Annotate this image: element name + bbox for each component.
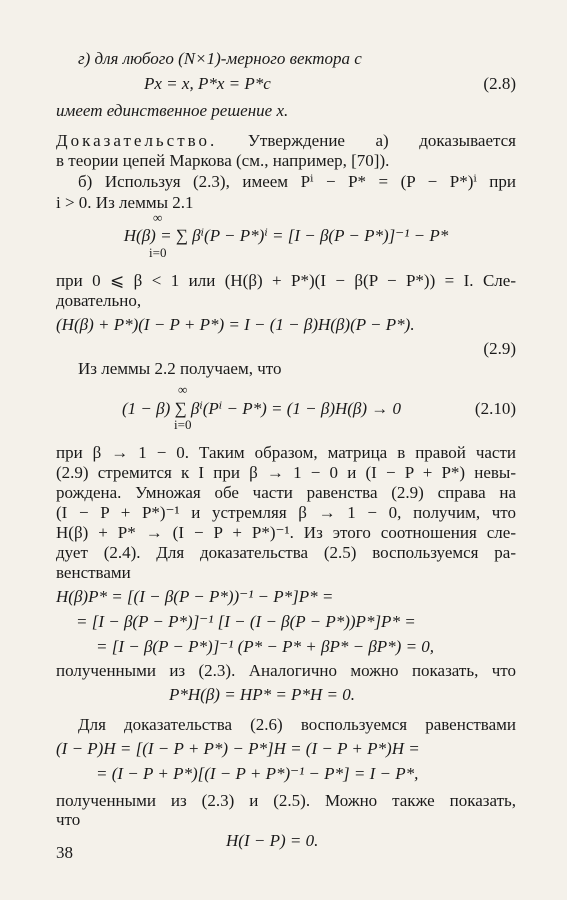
equation-number-2-9: (2.9) — [483, 339, 516, 358]
proof-line-1-rest: Утверждение а) доказывается — [217, 131, 516, 150]
text-line-30: что — [56, 810, 81, 829]
proof-line-3: б) Используя (2.3), имеем Pⁱ − P* = (P − P*)ⁱ при — [78, 172, 516, 191]
equation-2-8-body: Px = x, P*x = P*c — [144, 74, 271, 93]
equation-commutation: P*H(β) = HP* = P*H = 0. — [169, 685, 355, 704]
equation-block-2-line-2: = (I − P + P*)[(I − P + P*)⁻¹ − P*] = I − P*, — [96, 764, 419, 783]
text-line-12: Из леммы 2.2 получаем, что — [78, 359, 282, 378]
text-line-26: Для доказательства (2.6) воспользуемся равенствами — [78, 715, 516, 734]
page-number: 38 — [56, 843, 73, 862]
sum2-lower-limit: i=0 — [174, 417, 192, 432]
sum1-lower-limit: i=0 — [149, 245, 167, 260]
proof-line-1 — [56, 130, 516, 151]
proof-line-4: i > 0. Из леммы 2.1 — [56, 193, 194, 212]
text-line-9: при 0 ⩽ β < 1 или (H(β) + P*)(I − β(P − P*)) = I. Сле- — [56, 271, 516, 290]
text-line-24: полученными из (2.3). Аналогично можно показать, что — [56, 661, 516, 680]
equation-block-1-line-1: H(β)P* = [(I − β(P − P*))⁻¹ − P*]P* = — [56, 587, 334, 606]
equation-block-1-line-2: = [I − β(P − P*)]⁻¹ [I − (I − β(P − P*))P*]P* = — [76, 612, 416, 631]
text-line-20: венствами — [56, 563, 131, 582]
text-line-15: (2.9) стремится к I при β → 1 − 0 и (I − P + P*) невы- — [56, 463, 516, 482]
equation-block-1-line-3: = [I − β(P − P*)]⁻¹ (P* − P* + βP* − βP*) = 0, — [96, 637, 435, 656]
sum1-upper-limit: ∞ — [153, 210, 163, 225]
equation-final: H(I − P) = 0. — [226, 831, 319, 850]
equation-block-2-line-1: (I − P)H = [(I − P + P*) − P*]H = (I − P + P*)H = — [56, 739, 420, 758]
text-line-16: рождена. Умножая обе части равенства (2.9) справа на — [56, 483, 516, 502]
equation-number-2-10: (2.10) — [474, 399, 516, 418]
text-line-17: (I − P + P*)⁻¹ и устремляя β → 1 − 0, получим, что — [56, 503, 516, 522]
proof-line-2: в теории цепей Маркова (см., например, [70]). — [56, 151, 390, 170]
text-line-19: дует (2.4). Для доказательства (2.5) воспользуемся ра- — [56, 543, 516, 562]
equation-H-series: H(β) = ∑ βⁱ(P − P*)ⁱ = [I − β(P − P*)]⁻¹ − P* — [123, 226, 449, 245]
text-line-10: довательно, — [56, 291, 142, 310]
unique-solution-text: имеет единственное решение x. — [56, 101, 289, 120]
text-line-18: H(β) + P* → (I − P + P*)⁻¹. Из этого соотношения сле- — [56, 523, 516, 542]
equation-2-9: (H(β) + P*)(I − P + P*) = I − (1 − β)H(β)(P − P*). — [56, 315, 415, 334]
proof-heading: Доказательство. — [56, 131, 218, 150]
item-g-text: г) для любого (N×1)-мерного вектора с — [78, 49, 362, 68]
equation-number-2-8: (2.8) — [483, 74, 516, 93]
text-line-29: полученными из (2.3) и (2.5). Можно также показать, — [56, 791, 516, 810]
equation-2-10-body: (1 − β) ∑ βⁱ(Pⁱ − P*) = (1 − β)H(β) → 0 — [122, 399, 402, 418]
text-line-14: при β → 1 − 0. Таким образом, матрица в правой части — [56, 443, 516, 462]
sum2-upper-limit: ∞ — [178, 382, 188, 397]
